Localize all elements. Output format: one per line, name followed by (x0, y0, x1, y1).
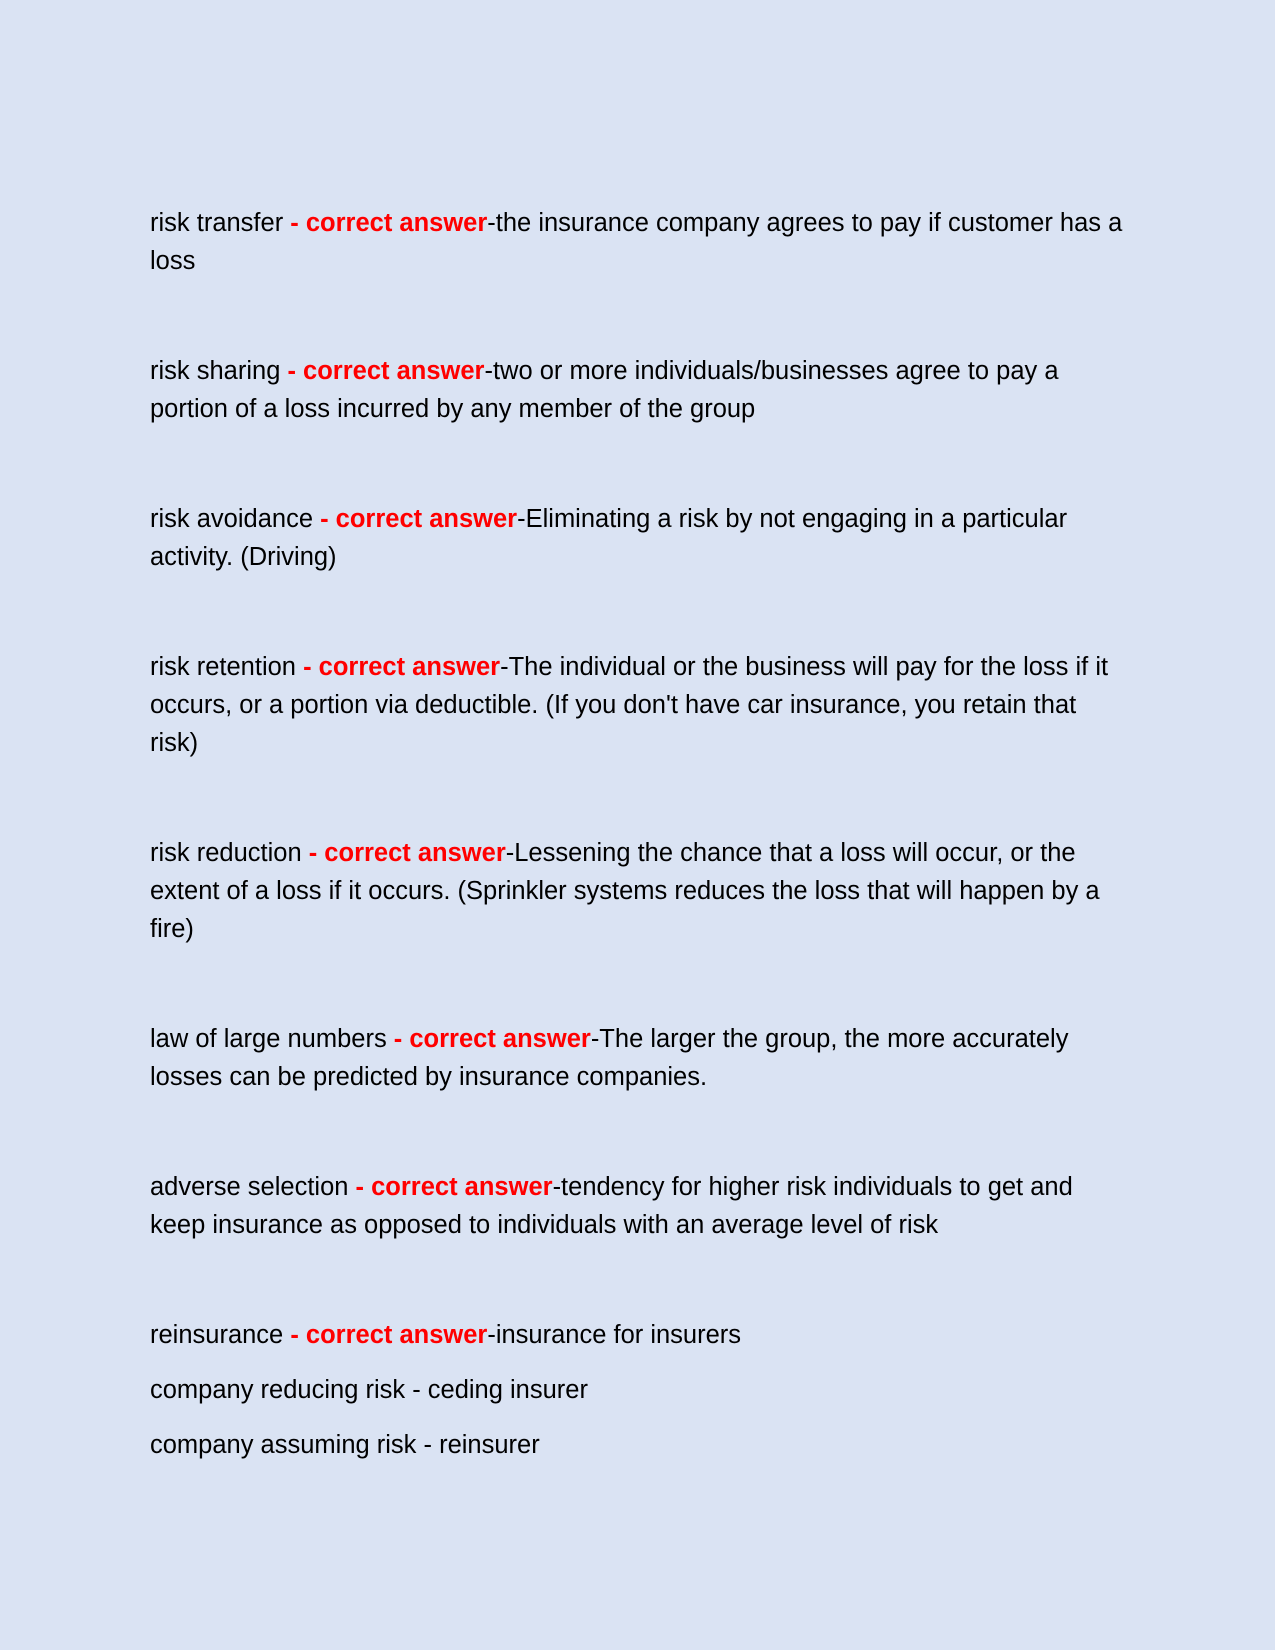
entry-risk-reduction (150, 834, 1130, 948)
entry-term: risk sharing (150, 357, 288, 385)
entry-definition: -insurance for insurers (487, 1321, 742, 1349)
entry-term: law of large numbers (150, 1025, 394, 1053)
correct-answer-marker: - correct answer (287, 357, 485, 385)
entry-law-of-large-numbers (150, 1020, 1130, 1096)
entry-definition: -Lessening the chance that a loss will occur, or the extent of a loss if it occurs. (Sprinkler systems reduces the loss that will happen by a fire) (150, 839, 1100, 943)
entry-adverse-selection (150, 1168, 1130, 1244)
entry-risk-retention (150, 648, 1130, 762)
correct-answer-marker: - correct answer (355, 1173, 553, 1201)
entry-definition: -two or more individuals/businesses agree to pay a portion of a loss incurred by any member of the group (150, 357, 1059, 423)
correct-answer-marker: - correct answer (290, 1321, 488, 1349)
entry-term: reinsurance (150, 1321, 291, 1349)
entry-reinsurance (150, 1316, 1130, 1354)
entry-term: risk avoidance (150, 505, 321, 533)
entry-term: adverse selection (150, 1173, 356, 1201)
entry-term: risk transfer (150, 209, 291, 237)
correct-answer-marker: - correct answer (320, 505, 518, 533)
entry-definition: -The individual or the business will pay for the loss if it occurs, or a portion via deductible. (If you don't have car insurance, you retain that risk) (150, 653, 1109, 757)
flashcard-list (150, 204, 1130, 1481)
entry-definition: -The larger the group, the more accurately losses can be predicted by insurance companies. (150, 1025, 1069, 1091)
note-reinsurer: company assuming risk - reinsurer (150, 1431, 540, 1459)
entry-term: risk retention (150, 653, 304, 681)
correct-answer-marker: - correct answer (290, 209, 488, 237)
correct-answer-marker: - correct answer (393, 1025, 591, 1053)
correct-answer-marker: - correct answer (303, 653, 501, 681)
entry-definition: -Eliminating a risk by not engaging in a particular activity. (Driving) (150, 505, 1068, 571)
note-ceding-insurer: company reducing risk - ceding insurer (150, 1376, 588, 1404)
entry-risk-sharing (150, 352, 1130, 428)
entry-definition: -the insurance company agrees to pay if customer has a loss (150, 209, 1123, 275)
entry-definition: -tendency for higher risk individuals to get and keep insurance as opposed to individuals with an average level of risk (150, 1173, 1073, 1239)
correct-answer-marker: - correct answer (308, 839, 506, 867)
entry-risk-avoidance (150, 500, 1130, 576)
entry-term: risk reduction (150, 839, 309, 867)
entry-risk-transfer (150, 204, 1130, 280)
